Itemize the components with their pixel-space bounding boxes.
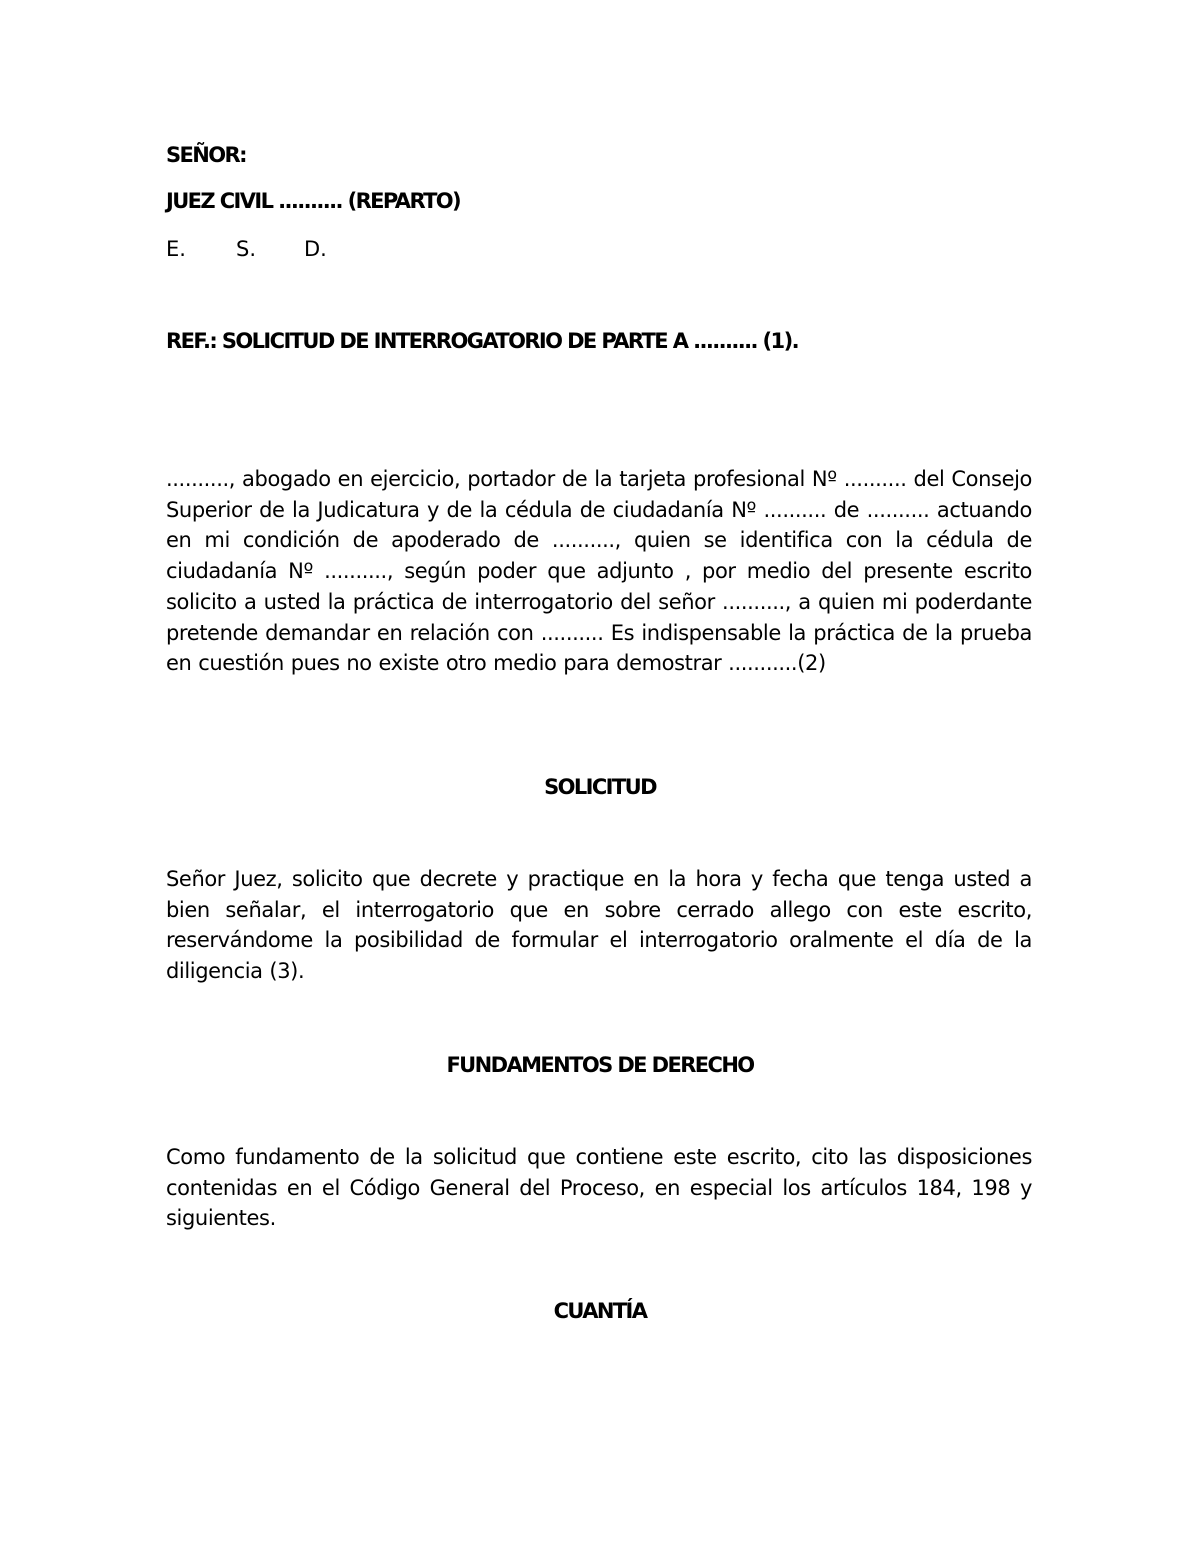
esd-e: E. — [166, 237, 186, 261]
fundamentos-heading: FUNDAMENTOS DE DERECHO — [446, 1053, 754, 1077]
intro-paragraph: .........., abogado en ejercicio, portador de la tarjeta profesional Nº .......... del Consejo Superior de la Judicatura y de la cédula de ciudadanía Nº .......... de .......... actuando en mi condición de apoderado de .........., quien se identifica con la cédula de ciudadanía Nº .........., según poder que adjunto , por medio del presente escrito solicito a usted la práctica de interrogatorio del señor .........., a quien mi poderdante pretende demandar en relación con .......... Es indispensable la práctica de la prueba en cuestión pues no existe otro medio para demostrar ...........(2) — [166, 467, 1032, 676]
esd-s: S. — [236, 237, 257, 261]
addressee-line: SEÑOR: — [166, 143, 246, 167]
esd-d: D. — [304, 237, 327, 261]
cuantia-heading: CUANTÍA — [553, 1299, 647, 1323]
solicitud-paragraph: Señor Juez, solicito que decrete y practique en la hora y fecha que tenga usted a bien señalar, el interrogatorio que en sobre cerrado allego con este escrito, reservándome la posibilidad de formular el interrogatorio oralmente el día de la diligencia (3). — [166, 867, 1032, 984]
reference-line: REF.: SOLICITUD DE INTERROGATORIO DE PARTE A .......... (1). — [166, 329, 798, 353]
solicitud-heading: SOLICITUD — [544, 775, 656, 799]
judge-line: JUEZ CIVIL .......... (REPARTO) — [166, 189, 461, 213]
fundamentos-paragraph: Como fundamento de la solicitud que contiene este escrito, cito las disposiciones contenidas en el Código General del Proceso, en especial los artículos 184, 198 y siguientes. — [166, 1145, 1032, 1231]
